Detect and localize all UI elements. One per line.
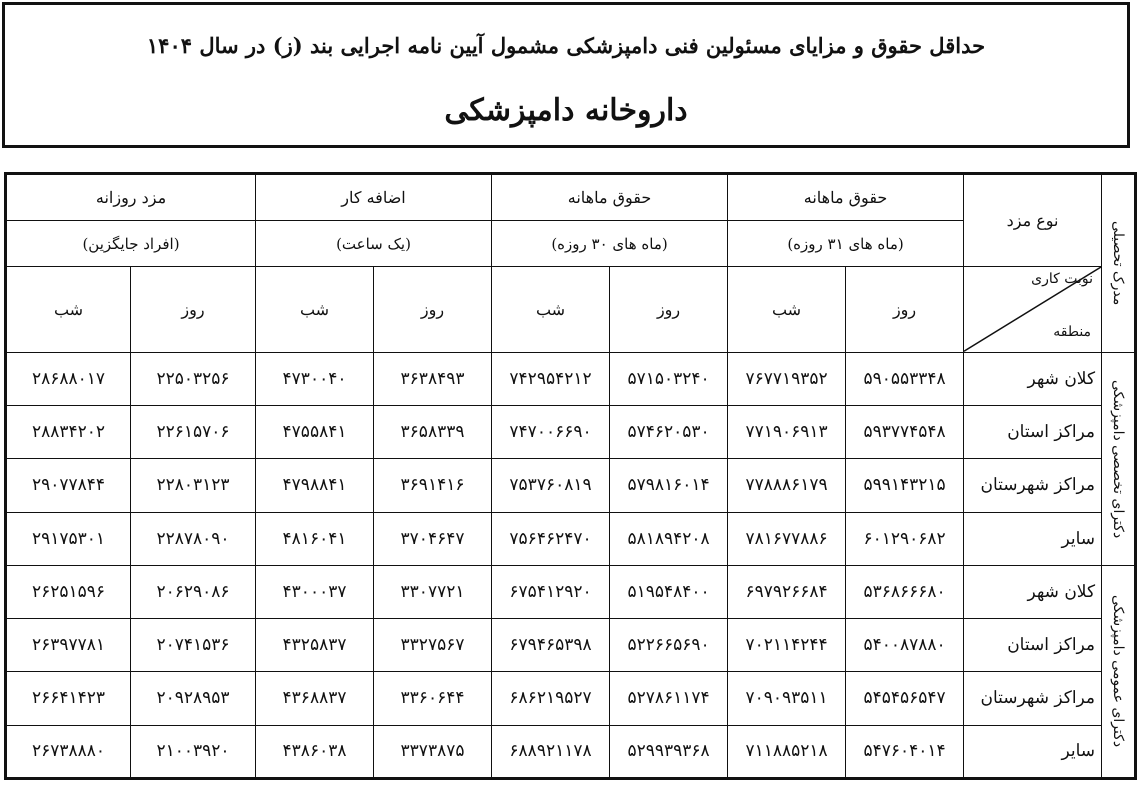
day-header: روز	[374, 267, 492, 352]
table-row	[6, 512, 1136, 565]
value-cell: ۷۴۷۰۰۶۶۹۰	[492, 405, 610, 458]
value-cell: ۲۰۷۴۱۵۳۶	[131, 619, 256, 672]
value-cell: ۲۹۱۷۵۳۰۱	[6, 512, 131, 565]
value-cell: ۵۲۷۸۶۱۱۷۴	[610, 672, 728, 725]
degree-header-cell	[1102, 174, 1136, 353]
value-cell: ۲۶۳۹۷۷۸۱	[6, 619, 131, 672]
group-sub-0: (ماه های ۳۱ روزه)	[728, 220, 964, 267]
degree-cell	[1102, 352, 1136, 565]
group-sub-1: (ماه های ۳۰ روزه)	[492, 220, 728, 267]
shift-region-header	[964, 267, 1102, 352]
value-cell: ۶۹۷۹۲۶۶۸۴	[728, 565, 846, 618]
value-cell: ۶۰۱۲۹۰۶۸۲	[846, 512, 964, 565]
value-cell: ۲۸۸۳۴۲۰۲	[6, 405, 131, 458]
value-cell: ۳۶۵۸۳۳۹	[374, 405, 492, 458]
day-header: روز	[610, 267, 728, 352]
value-cell: ۲۲۸۷۸۰۹۰	[131, 512, 256, 565]
degree-label: دکترای عمومی دامپزشکی	[1110, 595, 1127, 748]
value-cell: ۵۲۲۶۶۵۶۹۰	[610, 619, 728, 672]
table-row	[6, 352, 1136, 405]
value-cell: ۲۲۶۱۵۷۰۶	[131, 405, 256, 458]
page-subtitle: داروخانه دامپزشکی	[444, 93, 688, 128]
region-cell: سایر	[964, 725, 1102, 778]
value-cell: ۷۰۹۰۹۳۵۱۱	[728, 672, 846, 725]
value-cell: ۴۳۸۶۰۳۸	[256, 725, 374, 778]
value-cell: ۷۷۸۸۸۶۱۷۹	[728, 459, 846, 512]
value-cell: ۷۶۷۷۱۹۳۵۲	[728, 352, 846, 405]
value-cell: ۴۳۲۵۸۳۷	[256, 619, 374, 672]
value-cell: ۴۷۳۰۰۴۰	[256, 352, 374, 405]
value-cell: ۳۶۹۱۴۱۶	[374, 459, 492, 512]
value-cell: ۷۴۲۹۵۴۲۱۲	[492, 352, 610, 405]
group-sub-2: (یک ساعت)	[256, 220, 492, 267]
value-cell: ۵۴۷۶۰۴۰۱۴	[846, 725, 964, 778]
region-label: منطقه	[1053, 323, 1092, 340]
value-cell: ۵۷۹۸۱۶۰۱۴	[610, 459, 728, 512]
table-row	[6, 565, 1136, 618]
region-cell: کلان شهر	[964, 352, 1102, 405]
group-sub-3: (افراد جایگزین)	[6, 220, 256, 267]
value-cell: ۳۳۶۰۶۴۴	[374, 672, 492, 725]
group-header-2: اضافه کار	[256, 174, 492, 221]
degree-cell	[1102, 565, 1136, 778]
region-cell: کلان شهر	[964, 565, 1102, 618]
value-cell: ۲۲۵۰۳۲۵۶	[131, 352, 256, 405]
value-cell: ۴۷۵۵۸۴۱	[256, 405, 374, 458]
value-cell: ۵۴۰۰۸۷۸۸۰	[846, 619, 964, 672]
value-cell: ۲۶۷۳۸۸۸۰	[6, 725, 131, 778]
value-cell: ۶۸۶۲۱۹۵۲۷	[492, 672, 610, 725]
group-header-0: حقوق ماهانه	[728, 174, 964, 221]
value-cell: ۲۶۲۵۱۵۹۶	[6, 565, 131, 618]
night-header: شب	[256, 267, 374, 352]
value-cell: ۴۳۶۸۸۳۷	[256, 672, 374, 725]
value-cell: ۶۷۹۴۶۵۳۹۸	[492, 619, 610, 672]
wage-type-header: نوع مزد	[964, 174, 1102, 267]
group-header-1: حقوق ماهانه	[492, 174, 728, 221]
region-cell: مراکز استان	[964, 619, 1102, 672]
value-cell: ۵۷۴۶۲۰۵۳۰	[610, 405, 728, 458]
value-cell: ۵۱۹۵۴۸۴۰۰	[610, 565, 728, 618]
group-header-3: مزد روزانه	[6, 174, 256, 221]
region-cell: سایر	[964, 512, 1102, 565]
page-title: حداقل حقوق و مزایای مسئولین فنی دامپزشکی مشمول آیین نامه اجرایی بند (ز) در سال ۱۴۰۴	[146, 33, 986, 58]
value-cell: ۳۳۰۷۷۲۱	[374, 565, 492, 618]
shift-label: نوبت کاری	[1031, 271, 1094, 288]
value-cell: ۵۷۱۵۰۳۲۴۰	[610, 352, 728, 405]
value-cell: ۳۶۳۸۴۹۳	[374, 352, 492, 405]
value-cell: ۶۷۵۴۱۲۹۲۰	[492, 565, 610, 618]
value-cell: ۲۸۶۸۸۰۱۷	[6, 352, 131, 405]
value-cell: ۵۳۶۸۶۶۶۸۰	[846, 565, 964, 618]
value-cell: ۳۳۷۳۸۷۵	[374, 725, 492, 778]
value-cell: ۵۹۰۵۵۳۳۴۸	[846, 352, 964, 405]
value-cell: ۵۸۱۸۹۴۲۰۸	[610, 512, 728, 565]
value-cell: ۷۵۳۷۶۰۸۱۹	[492, 459, 610, 512]
night-header: شب	[6, 267, 131, 352]
value-cell: ۲۶۶۴۱۴۲۳	[6, 672, 131, 725]
value-cell: ۷۰۲۱۱۴۲۴۴	[728, 619, 846, 672]
value-cell: ۲۱۰۰۳۹۲۰	[131, 725, 256, 778]
table-row	[6, 619, 1136, 672]
value-cell: ۷۷۱۹۰۶۹۱۳	[728, 405, 846, 458]
value-cell: ۵۴۵۴۵۶۵۴۷	[846, 672, 964, 725]
value-cell: ۲۹۰۷۷۸۴۴	[6, 459, 131, 512]
table-row	[6, 725, 1136, 778]
wage-table	[4, 172, 1137, 780]
value-cell: ۴۷۹۸۸۴۱	[256, 459, 374, 512]
value-cell: ۵۹۹۱۴۳۲۱۵	[846, 459, 964, 512]
value-cell: ۲۰۶۲۹۰۸۶	[131, 565, 256, 618]
value-cell: ۶۸۸۹۲۱۱۷۸	[492, 725, 610, 778]
value-cell: ۴۳۰۰۰۳۷	[256, 565, 374, 618]
value-cell: ۷۵۶۴۶۲۴۷۰	[492, 512, 610, 565]
region-cell: مراکز استان	[964, 405, 1102, 458]
night-header: شب	[492, 267, 610, 352]
table-row	[6, 672, 1136, 725]
table-body	[6, 352, 1136, 778]
value-cell: ۳۷۰۴۶۴۷	[374, 512, 492, 565]
degree-header: مدرک تحصیلی	[1110, 221, 1127, 306]
region-cell: مراکز شهرستان	[964, 672, 1102, 725]
value-cell: ۵۹۳۷۷۴۵۴۸	[846, 405, 964, 458]
value-cell: ۲۲۸۰۳۱۲۳	[131, 459, 256, 512]
day-header: روز	[846, 267, 964, 352]
degree-label: دکترای تخصصی دامپزشکی	[1110, 379, 1127, 538]
day-header: روز	[131, 267, 256, 352]
table-row	[6, 405, 1136, 458]
value-cell: ۷۱۱۸۸۵۲۱۸	[728, 725, 846, 778]
value-cell: ۳۳۲۷۵۶۷	[374, 619, 492, 672]
night-header: شب	[728, 267, 846, 352]
value-cell: ۴۸۱۶۰۴۱	[256, 512, 374, 565]
table-row	[6, 459, 1136, 512]
title-box	[2, 2, 1130, 148]
value-cell: ۷۸۱۶۷۷۸۸۶	[728, 512, 846, 565]
value-cell: ۵۲۹۹۳۹۳۶۸	[610, 725, 728, 778]
region-cell: مراکز شهرستان	[964, 459, 1102, 512]
value-cell: ۲۰۹۲۸۹۵۳	[131, 672, 256, 725]
